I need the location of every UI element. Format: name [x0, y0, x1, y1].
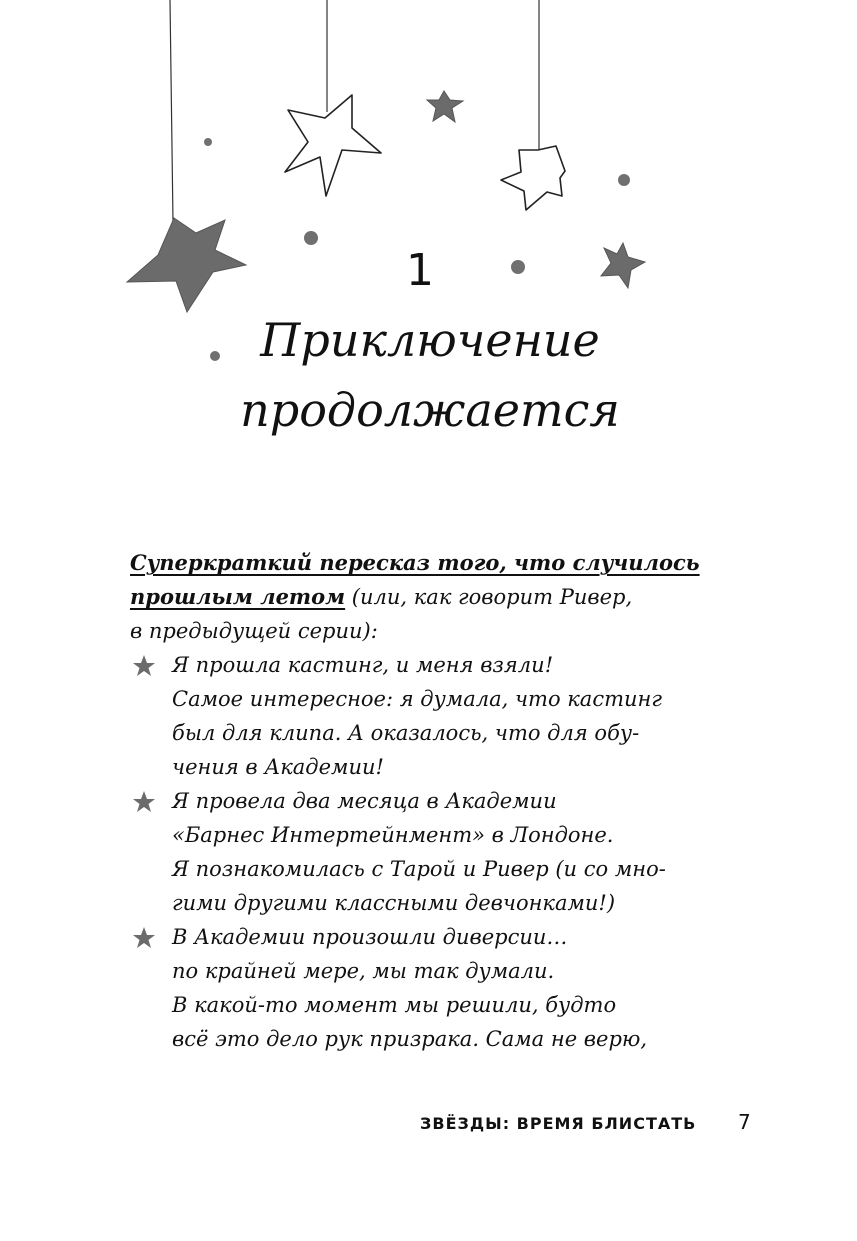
star-outline-icon [501, 146, 565, 210]
star-icon [127, 218, 246, 312]
body-text [130, 546, 730, 1056]
list-item [130, 920, 730, 1056]
list-item-line: Я познакомилась с Тарой и Ривер (и со мно- [172, 857, 666, 881]
list-item [130, 784, 730, 920]
chapter-title-line-1: Приключение [260, 313, 600, 367]
star-icon [132, 926, 156, 950]
page-number: 7 [738, 1110, 751, 1134]
list-item-line: «Барнес Интертейнмент» в Лондоне. [172, 823, 614, 847]
list-item-line: всё это дело рук призрака. Сама не верю, [172, 1027, 648, 1051]
intro-underlined-text: прошлым летом [130, 584, 346, 609]
chapter-number: 1 [406, 245, 434, 296]
list-item-line: В Академии произошли диверсии… [172, 925, 568, 949]
string-left [170, 0, 173, 222]
intro-heading-line-2 [130, 580, 730, 614]
running-footer-title: ЗВЁЗДЫ: ВРЕМЯ БЛИСТАТЬ [420, 1114, 697, 1133]
list-item-line: гими другими классными девчонками!) [172, 891, 616, 915]
list-item-line: Я прошла кастинг, и меня взяли! [172, 653, 554, 677]
dot [511, 260, 525, 274]
list-item-line: был для клипа. А оказалось, что для обу- [172, 721, 640, 745]
dot [304, 231, 318, 245]
star-outline-icon [285, 95, 381, 196]
chapter-title [150, 305, 710, 445]
chapter-title-line-2: продолжается [240, 383, 620, 437]
dot [618, 174, 630, 186]
intro-heading-line-1: Суперкраткий пересказ того, что случилось [130, 550, 700, 575]
list-item-line: Я провела два месяца в Академии [172, 789, 557, 813]
list-item [130, 648, 730, 784]
star-icon [427, 91, 463, 122]
dot [204, 138, 212, 146]
star-icon [132, 654, 156, 678]
intro-line-3: в предыдущей серии): [130, 619, 378, 643]
star-icon [601, 243, 645, 288]
star-icon [132, 790, 156, 814]
list-item-line: Самое интересное: я думала, что кастинг [172, 687, 662, 711]
list-item-line: по крайней мере, мы так думали. [172, 959, 555, 983]
intro-rest-text: (или, как говорит Ривер, [345, 585, 633, 609]
list-item-line: В какой-то момент мы решили, будто [172, 993, 617, 1017]
list-item-line: чения в Академии! [172, 755, 384, 779]
